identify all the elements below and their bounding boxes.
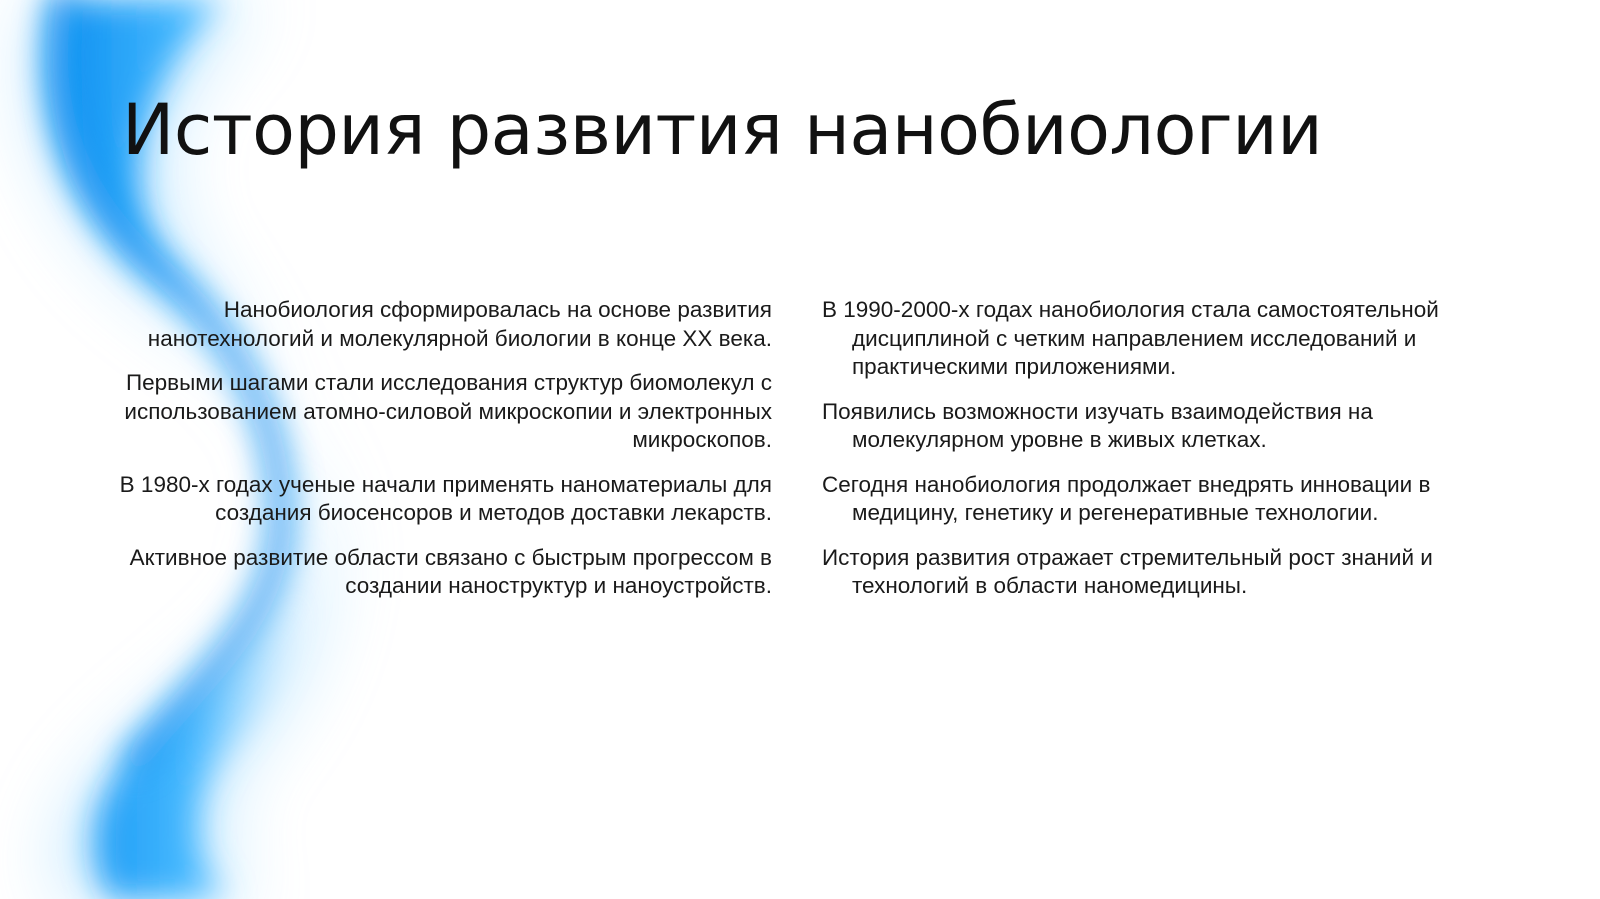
list-item: История развития отражает стремительный рост знаний и технологий в области наномедицины. [822,544,1433,598]
left-text-column [118,296,772,617]
list-item: Первыми шагами стали исследования структур биомолекул с использованием атомно-силовой микроскопии и электронных микроскопов. [124,370,772,452]
list-item: Активное развитие области связано с быстрым прогрессом в создании наноструктур и наноустройств. [129,544,772,598]
list-item: Нанобиология сформировалась на основе развития нанотехнологий и молекулярной биологии в конце XX века. [147,297,772,351]
list-item: Сегодня нанобиология продолжает внедрять инновации в медицину, генетику и регенеративные технологии. [822,471,1431,525]
right-text-column [822,296,1472,617]
list-item: В 1990-2000-х годах нанобиология стала самостоятельной дисциплиной с четким направлением исследований и практическими приложениями. [822,297,1439,379]
list-item: Появились возможности изучать взаимодействия на молекулярном уровне в живых клетках. [822,398,1373,452]
list-item: В 1980-х годах ученые начали применять наноматериалы для создания биосенсоров и методов доставки лекарств. [119,471,772,525]
page-title: История развития нанобиологии [122,89,1323,171]
